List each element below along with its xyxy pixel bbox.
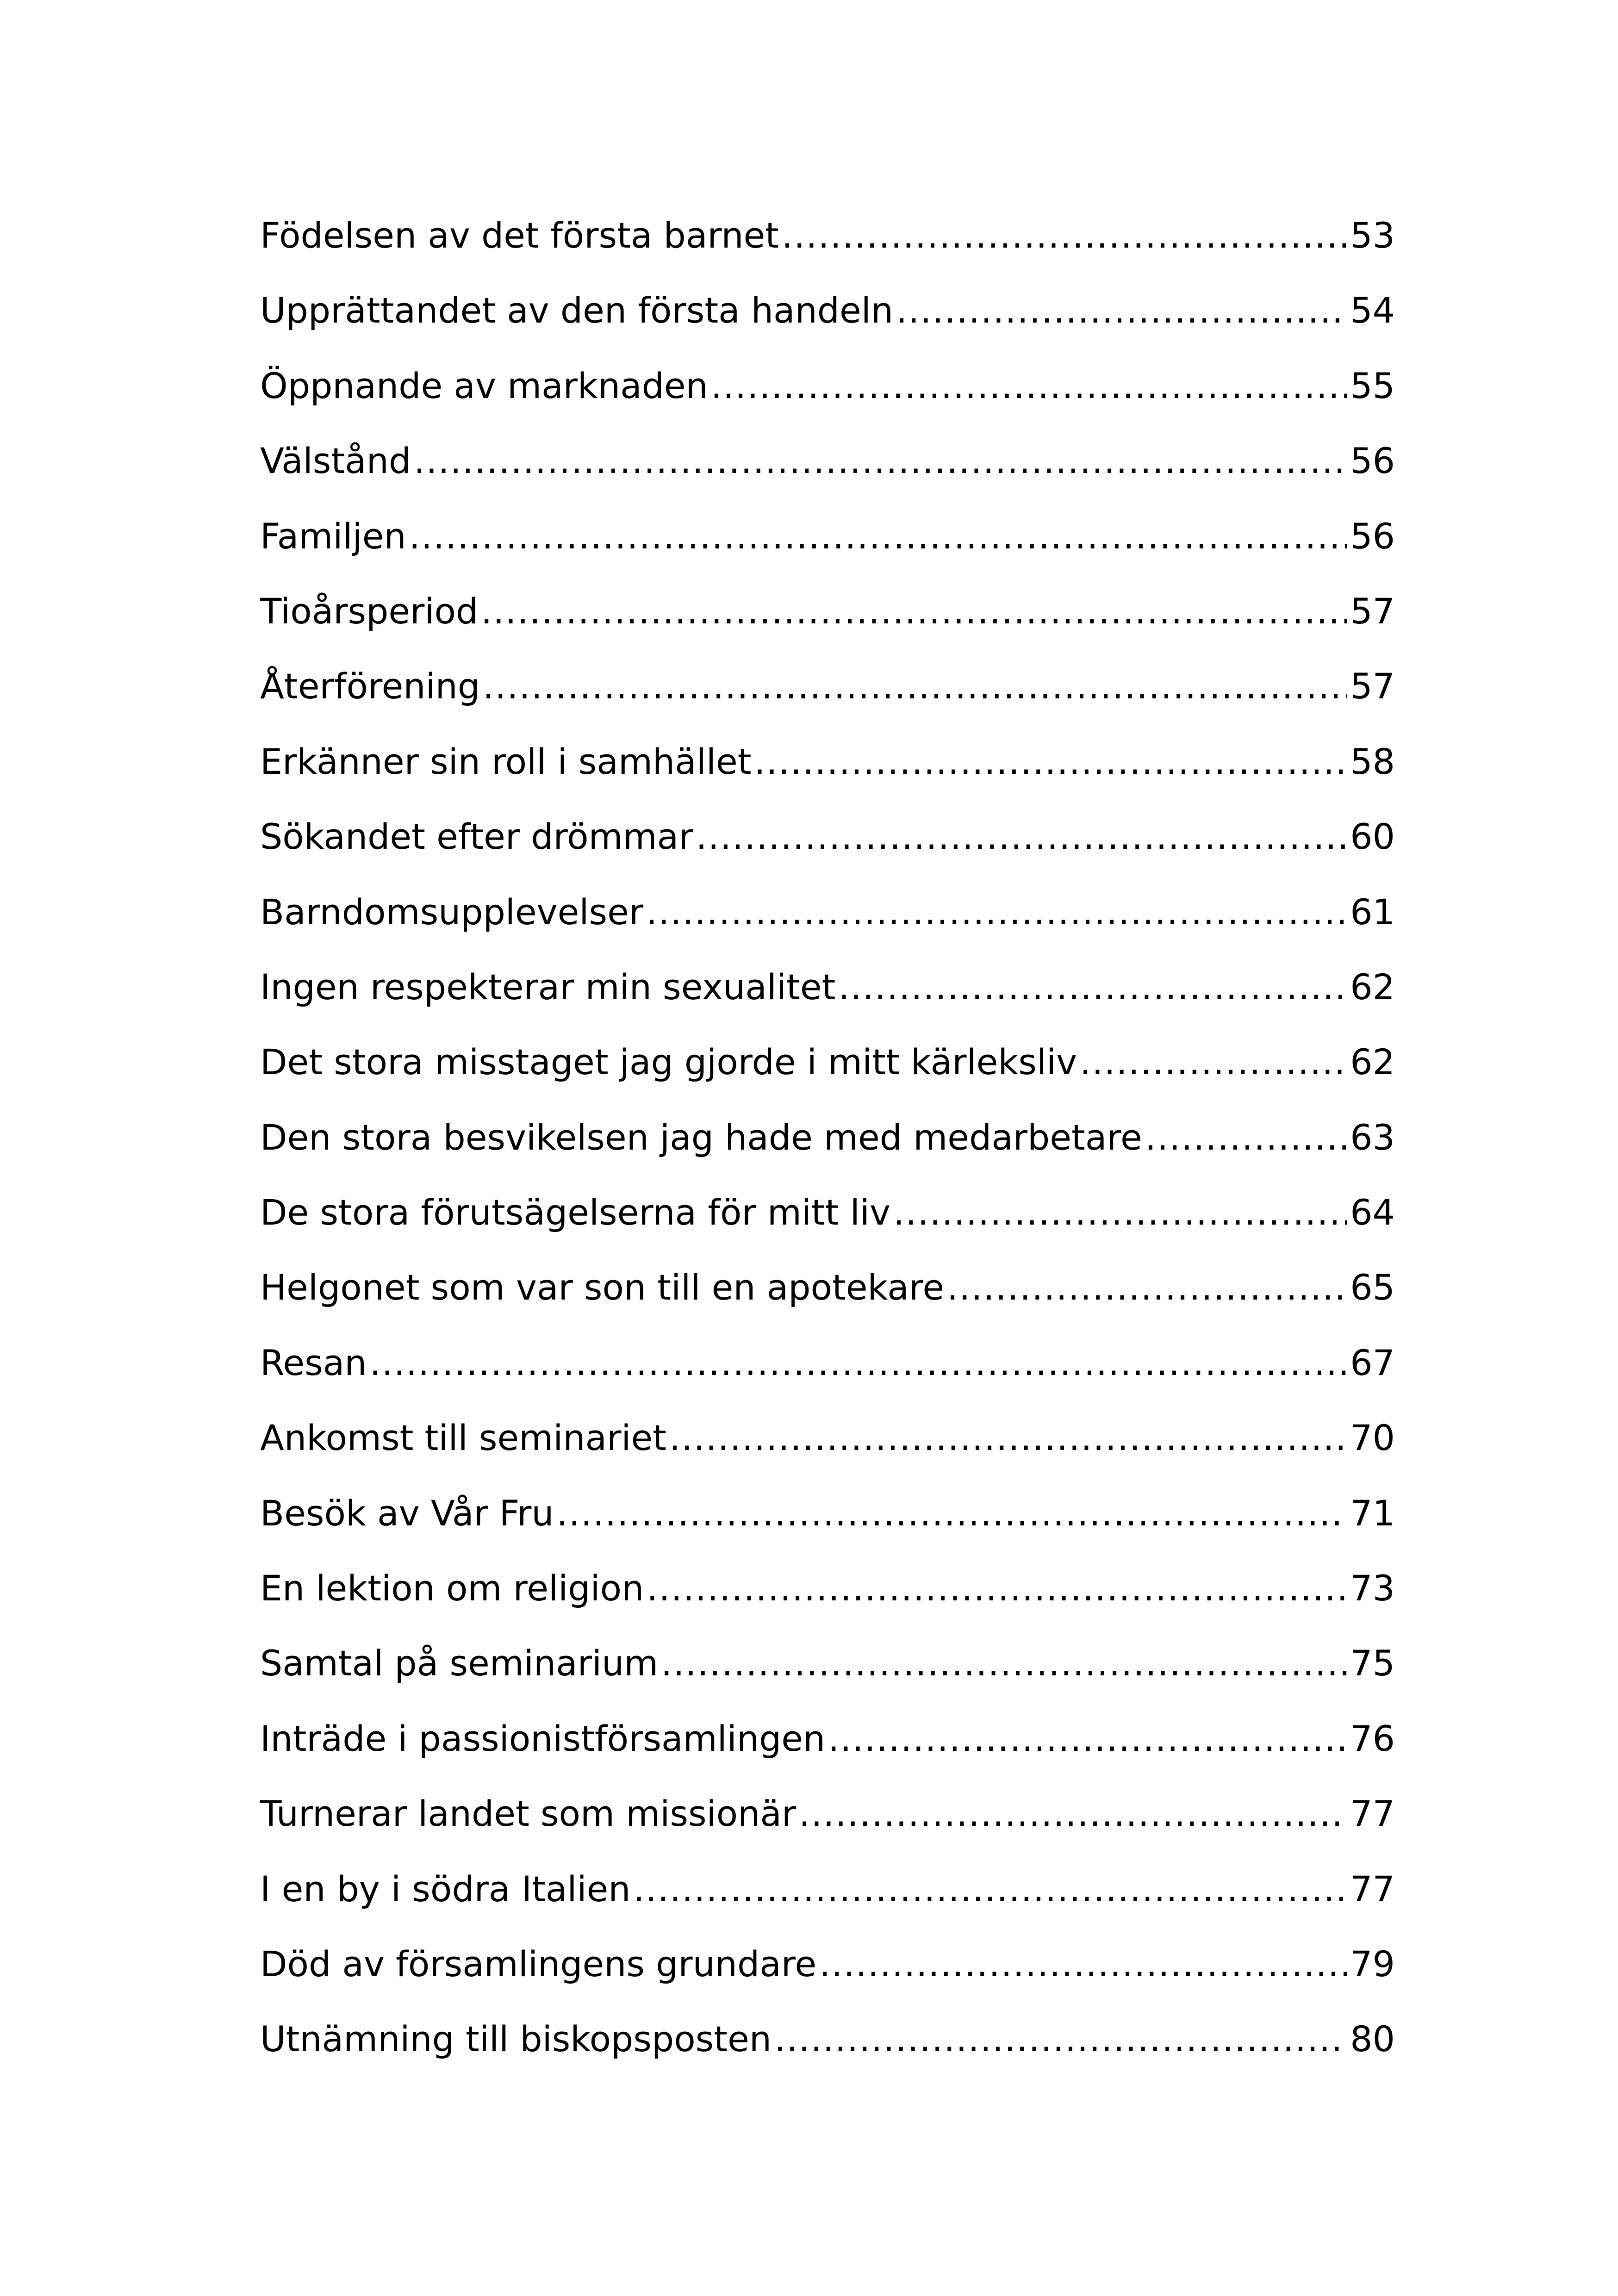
toc-dot-leader bbox=[893, 1192, 1347, 1233]
toc-dot-leader bbox=[838, 966, 1347, 1008]
toc-dot-leader bbox=[947, 1267, 1347, 1308]
toc-entry-title: Besök av Vår Fru bbox=[260, 1492, 554, 1534]
toc-entry bbox=[260, 215, 1395, 290]
toc-dot-leader bbox=[481, 591, 1347, 632]
toc-dot-leader bbox=[669, 1417, 1347, 1458]
toc-entry-page-number: 75 bbox=[1350, 1643, 1395, 1684]
toc-dot-leader bbox=[774, 2018, 1347, 2060]
toc-dot-leader bbox=[557, 1493, 1348, 1534]
toc-entry bbox=[260, 816, 1395, 891]
toc-entry-page-number: 58 bbox=[1350, 740, 1395, 782]
toc-dot-leader bbox=[1080, 1041, 1347, 1083]
toc-entry-title: Ingen respekterar min sexualitet bbox=[260, 966, 836, 1008]
toc-entry-page-number: 70 bbox=[1350, 1417, 1395, 1459]
toc-entry bbox=[260, 741, 1395, 816]
toc-entry-page-number: 80 bbox=[1350, 2018, 1395, 2060]
toc-entry-title: Tioårsperiod bbox=[260, 590, 479, 632]
toc-entry-title: Familjen bbox=[260, 515, 406, 557]
toc-entry-page-number: 67 bbox=[1350, 1342, 1395, 1383]
toc-entry-title: Välstånd bbox=[260, 440, 411, 482]
toc-entry-page-number: 60 bbox=[1350, 816, 1395, 858]
toc-entry bbox=[260, 1568, 1395, 1643]
toc-entry bbox=[260, 1267, 1395, 1342]
toc-entry-page-number: 64 bbox=[1350, 1192, 1395, 1233]
toc-entry-title: Den stora besvikelsen jag hade med medarbetare bbox=[260, 1116, 1142, 1158]
toc-dot-leader bbox=[754, 741, 1348, 782]
toc-entry-title: En lektion om religion bbox=[260, 1568, 644, 1609]
toc-entry-page-number: 61 bbox=[1350, 891, 1395, 933]
toc-entry bbox=[260, 365, 1395, 440]
toc-dot-leader bbox=[1145, 1117, 1348, 1158]
toc-dot-leader bbox=[782, 215, 1347, 256]
toc-entry-page-number: 77 bbox=[1350, 1868, 1395, 1910]
toc-entry bbox=[260, 1192, 1395, 1267]
toc-entry-title: Helgonet som var son till en apotekare bbox=[260, 1267, 945, 1308]
toc-entry-page-number: 57 bbox=[1350, 590, 1395, 632]
toc-entry-page-number: 62 bbox=[1350, 966, 1395, 1008]
toc-entry-page-number: 73 bbox=[1350, 1568, 1395, 1609]
toc-entry bbox=[260, 1117, 1395, 1192]
toc-entry-page-number: 56 bbox=[1350, 440, 1395, 482]
toc-entry-page-number: 76 bbox=[1350, 1717, 1395, 1759]
toc-dot-leader bbox=[634, 1868, 1348, 1910]
toc-entry-page-number: 62 bbox=[1350, 1041, 1395, 1083]
toc-entry-title: Utnämning till biskopsposten bbox=[260, 2018, 772, 2060]
toc-entry-page-number: 65 bbox=[1350, 1267, 1395, 1308]
toc-dot-leader bbox=[646, 891, 1347, 933]
toc-entry-page-number: 56 bbox=[1350, 515, 1395, 557]
toc-entry-title: Återförening bbox=[260, 666, 480, 707]
toc-entry bbox=[260, 666, 1395, 740]
toc-entry-page-number: 57 bbox=[1350, 666, 1395, 707]
toc-dot-leader bbox=[819, 1943, 1347, 1985]
toc-entry bbox=[260, 1793, 1395, 1868]
toc-entry bbox=[260, 1041, 1395, 1116]
toc-dot-leader bbox=[896, 290, 1347, 331]
toc-entry-title: I en by i södra Italien bbox=[260, 1868, 631, 1910]
toc-entry bbox=[260, 891, 1395, 966]
toc-entry bbox=[260, 290, 1395, 365]
toc-entry-title: Turnerar landet som missionär bbox=[260, 1793, 797, 1835]
toc-entry-title: De stora förutsägelserna för mitt liv bbox=[260, 1192, 890, 1233]
toc-entry-page-number: 71 bbox=[1350, 1492, 1395, 1534]
toc-entry-title: Ankomst till seminariet bbox=[260, 1417, 667, 1459]
toc-dot-leader bbox=[828, 1718, 1347, 1759]
toc-dot-leader bbox=[661, 1643, 1347, 1684]
table-of-contents bbox=[260, 215, 1395, 2094]
toc-entry-title: Upprättandet av den första handeln bbox=[260, 290, 894, 331]
toc-dot-leader bbox=[647, 1568, 1347, 1609]
toc-entry-title: Död av församlingens grundare bbox=[260, 1943, 817, 1985]
toc-entry bbox=[260, 1868, 1395, 1943]
toc-entry-title: Samtal på seminarium bbox=[260, 1643, 659, 1684]
toc-entry-title: Det stora misstaget jag gjorde i mitt kärleksliv bbox=[260, 1041, 1077, 1083]
toc-entry bbox=[260, 516, 1395, 591]
toc-entry-title: Erkänner sin roll i samhället bbox=[260, 740, 752, 782]
toc-entry bbox=[260, 440, 1395, 515]
toc-entry-page-number: 54 bbox=[1350, 290, 1395, 331]
toc-entry bbox=[260, 1643, 1395, 1717]
toc-entry bbox=[260, 2018, 1395, 2093]
toc-entry-page-number: 55 bbox=[1350, 365, 1395, 406]
toc-dot-leader bbox=[696, 816, 1347, 857]
toc-entry-title: Barndomsupplevelser bbox=[260, 891, 644, 933]
toc-entry bbox=[260, 1493, 1395, 1568]
toc-entry bbox=[260, 966, 1395, 1041]
toc-entry bbox=[260, 591, 1395, 666]
toc-dot-leader bbox=[370, 1342, 1348, 1383]
toc-entry bbox=[260, 1342, 1395, 1417]
toc-entry-page-number: 63 bbox=[1350, 1116, 1395, 1158]
toc-entry-page-number: 79 bbox=[1350, 1943, 1395, 1985]
toc-entry-page-number: 53 bbox=[1350, 215, 1395, 256]
toc-entry-page-number: 77 bbox=[1350, 1793, 1395, 1835]
toc-entry-title: Inträde i passionistförsamlingen bbox=[260, 1717, 826, 1759]
toc-dot-leader bbox=[711, 365, 1347, 406]
toc-dot-leader bbox=[483, 666, 1347, 707]
toc-entry-title: Sökandet efter drömmar bbox=[260, 816, 693, 858]
toc-entry-title: Öppnande av marknaden bbox=[260, 365, 708, 406]
toc-entry bbox=[260, 1718, 1395, 1793]
toc-dot-leader bbox=[799, 1793, 1347, 1834]
toc-entry-title: Resan bbox=[260, 1342, 367, 1383]
toc-dot-leader bbox=[414, 440, 1347, 481]
toc-entry-title: Födelsen av det första barnet bbox=[260, 215, 779, 256]
toc-entry bbox=[260, 1417, 1395, 1492]
toc-entry bbox=[260, 1943, 1395, 2018]
toc-dot-leader bbox=[409, 516, 1348, 557]
